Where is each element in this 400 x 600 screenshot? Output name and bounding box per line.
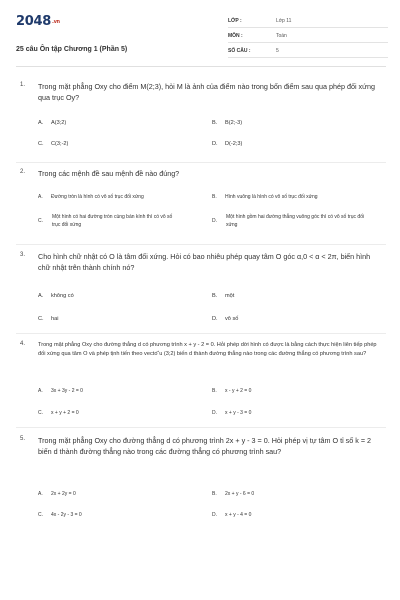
meta-label: MÔN : xyxy=(228,33,243,39)
option-letter: D. xyxy=(212,141,218,147)
question-3 xyxy=(20,252,382,332)
option-c[interactable] xyxy=(38,141,68,147)
option-letter: C. xyxy=(38,512,43,518)
option-text: Một hình gồm hai đường thẳng vuông góc thì có vô số trục đối xứng xyxy=(226,214,365,228)
option-text: B(2;-3) xyxy=(225,120,243,126)
option-text: 2x + 2y = 0 xyxy=(51,491,76,497)
option-text: hai xyxy=(51,316,59,322)
option-letter: B. xyxy=(212,293,218,299)
question-text: Cho hình chữ nhật có O là tâm đối xứng. Hỏi có bao nhiêu phép quay tâm O góc α,0 < α < 2π, biến hình chữ nhật trên thành chính nó? xyxy=(38,252,371,272)
option-a[interactable] xyxy=(38,120,66,126)
site-logo[interactable] xyxy=(16,14,60,29)
question-divider xyxy=(16,333,386,334)
header-divider xyxy=(16,66,386,67)
option-c[interactable] xyxy=(38,213,188,231)
meta-label: SỐ CÂU : xyxy=(228,48,251,54)
option-text: 4x - 2y - 3 = 0 xyxy=(51,512,82,518)
option-b[interactable] xyxy=(212,387,251,395)
option-text: C(3;-2) xyxy=(51,141,69,147)
option-letter: C. xyxy=(38,316,44,322)
meta-value: Lớp 11 xyxy=(276,18,292,24)
option-letter: A. xyxy=(38,293,44,299)
option-text: vô số xyxy=(225,316,239,322)
option-letter: A. xyxy=(38,491,43,497)
option-text: D(-2;3) xyxy=(225,141,243,147)
question-number: 3. xyxy=(20,252,26,258)
option-letter: C. xyxy=(38,218,43,224)
option-text: A(3;2) xyxy=(51,120,67,126)
option-b[interactable] xyxy=(212,490,254,498)
option-b[interactable] xyxy=(212,293,234,299)
question-divider xyxy=(16,244,386,245)
question-number: 4. xyxy=(20,341,26,347)
option-b[interactable] xyxy=(212,120,242,126)
option-text: x - y + 2 = 0 xyxy=(225,388,252,394)
meta-row-class xyxy=(228,16,388,28)
option-letter: D. xyxy=(212,512,217,518)
worksheet-meta xyxy=(228,16,388,61)
question-divider xyxy=(16,162,386,163)
option-c[interactable] xyxy=(38,316,58,322)
question-5 xyxy=(20,436,382,536)
option-a[interactable] xyxy=(38,293,74,299)
question-number: 2. xyxy=(20,169,26,175)
option-letter: C. xyxy=(38,141,44,147)
option-d[interactable] xyxy=(212,213,372,231)
option-c[interactable] xyxy=(38,511,82,519)
option-letter: A. xyxy=(38,388,43,394)
meta-value: 5 xyxy=(276,48,279,54)
option-letter: D. xyxy=(212,218,217,224)
option-d[interactable] xyxy=(212,316,238,322)
option-a[interactable] xyxy=(38,387,83,395)
option-letter: D. xyxy=(212,410,217,416)
meta-value: Toán xyxy=(276,33,287,39)
option-d[interactable] xyxy=(212,511,251,519)
option-text: Một hình có hai đường tròn cùng bán kính thì có vô số trục đối xứng xyxy=(52,214,173,228)
option-text: 2x + y - 6 = 0 xyxy=(225,491,255,497)
option-letter: B. xyxy=(212,194,217,200)
question-number: 5. xyxy=(20,436,26,442)
option-letter: A. xyxy=(38,194,43,200)
question-number: 1. xyxy=(20,82,26,88)
question-text: Trong mặt phẳng Oxy cho đường thẳng d có phương trình x + y - 2 = 0. Hỏi phép dời hình có được là bằng cách thực hiện liên tiếp phép đối xứng qua tâm O và phép tịnh tiến theo vecto ⃗u (3;2) biến d thành đường thẳng nào trong các đường thẳng có phương trình sau? xyxy=(38,342,377,357)
option-text: x + y + 2 = 0 xyxy=(51,410,79,416)
worksheet-header xyxy=(16,14,386,62)
option-text: x + y - 4 = 0 xyxy=(225,512,252,518)
meta-row-subject xyxy=(228,31,388,43)
option-a[interactable] xyxy=(38,193,144,201)
option-text: một xyxy=(225,293,235,299)
option-c[interactable] xyxy=(38,409,79,417)
option-d[interactable] xyxy=(212,141,242,147)
option-letter: C. xyxy=(38,410,43,416)
option-text: x + y - 3 = 0 xyxy=(225,410,252,416)
question-text: Trong các mệnh đề sau mệnh đề nào đúng? xyxy=(38,169,180,178)
question-text: Trong mặt phẳng Oxy cho đường thẳng d có phương trình 2x + y - 3 = 0. Hỏi phép vị tự tâm O tỉ số k = 2 biến d thành đường thẳng nào trong các đường thẳng có phương trình sau? xyxy=(38,436,372,456)
option-letter: D. xyxy=(212,316,218,322)
question-text: Trong mặt phẳng Oxy cho điểm M(2;3), hỏi M là ảnh của điểm nào trong bốn điểm sau qua phép đối xứng qua trục Oy? xyxy=(38,82,375,102)
option-text: không có xyxy=(51,293,74,299)
option-letter: B. xyxy=(212,388,217,394)
question-1 xyxy=(20,82,382,162)
logo-suffix: .vn xyxy=(51,18,60,25)
question-4 xyxy=(20,341,382,425)
option-b[interactable] xyxy=(212,193,318,201)
logo-text: 2048 xyxy=(16,14,51,29)
meta-row-count xyxy=(228,46,388,58)
option-text: 3x + 3y - 2 = 0 xyxy=(51,388,83,394)
option-letter: B. xyxy=(212,120,218,126)
meta-label: LỚP : xyxy=(228,18,242,24)
option-letter: A. xyxy=(38,120,44,126)
worksheet-title: 25 câu Ôn tập Chương 1 (Phần 5) xyxy=(16,46,128,53)
option-letter: B. xyxy=(212,491,217,497)
option-a[interactable] xyxy=(38,490,76,498)
option-d[interactable] xyxy=(212,409,251,417)
option-text: Hình vuông là hình có vô số trục đối xứng xyxy=(225,194,318,200)
question-divider xyxy=(16,427,386,428)
option-text: Đường tròn là hình có vô số trục đối xứng xyxy=(51,194,144,200)
question-2 xyxy=(20,169,382,243)
